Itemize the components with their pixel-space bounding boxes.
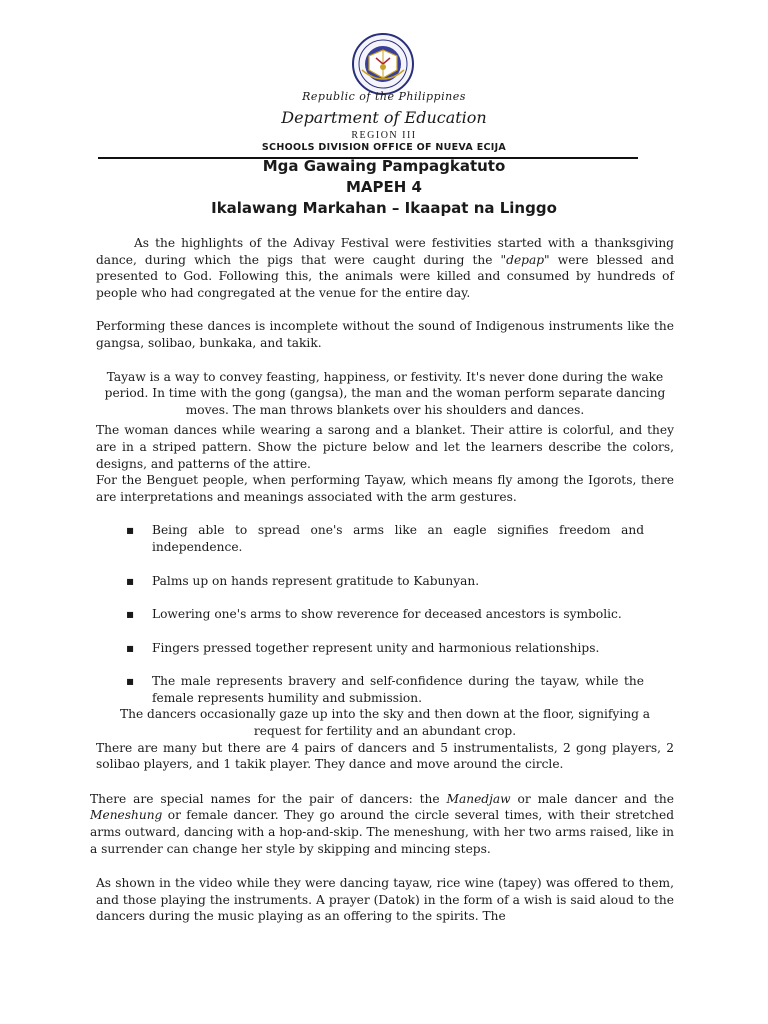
list-item: [96, 573, 644, 590]
department-line: Department of Education: [281, 108, 487, 127]
list-item: [96, 522, 644, 555]
paragraph-pairs: There are many but there are 4 pairs of dancers and 5 instrumentalists, 2 gong players, 2 solibao players, and 1 takik player. They dance and move around the circle.: [96, 740, 674, 772]
republic-line: Republic of the Philippines: [302, 90, 466, 103]
paragraph-adivay: [96, 235, 674, 301]
paragraph-benguet: For the Benguet people, when performing Tayaw, which means fly among the Igorots, there are interpretations and meanings associated with the arm gestures.: [96, 473, 674, 504]
p8-italic-manedjaw: Manedjaw: [446, 791, 511, 806]
list-item-text: Palms up on hands represent gratitude to Kabunyan.: [152, 573, 480, 588]
paragraph-names: [90, 791, 674, 857]
p8-text-a: There are special names for the pair of dancers: the: [90, 791, 447, 806]
p8-text-c: or female dancer. They go around the circle several times, with their stretched arms outward, dancing with a hop-and-skip. The meneshung, with her two arms raised, like in a surrender can change her style by skipping and mincing steps.: [90, 808, 674, 856]
list-item: [96, 606, 644, 623]
document-body: [90, 235, 675, 925]
p1-text-b: " were blessed and presented to God. Following this, the animals were killed and consumed by hundreds of people who had congregated at the venue for the entire day.: [96, 252, 675, 300]
gesture-list: [96, 522, 644, 706]
title-line-3: Ikalawang Markahan – Ikaapat na Linggo: [211, 199, 557, 217]
bullet-icon: ▪: [126, 674, 135, 689]
p8-text-b: or male dancer and the: [510, 791, 674, 806]
bullet-icon: ▪: [126, 573, 135, 588]
region-line: REGION III: [351, 130, 417, 141]
list-item-text: Being able to spread one's arms like an eagle signifies freedom and independence.: [152, 523, 644, 554]
paragraph-attire: The woman dances while wearing a sarong and a blanket. Their attire is colorful, and they are in a striped pattern. Show the picture below and let the learners describe the colors, designs, and patterns of the attire.: [96, 423, 674, 471]
p1-text-a: As the highlights of the Adivay Festival were festivities started with a thanksgiving dance, during which the pigs that were caught during the ": [96, 236, 674, 267]
bullet-icon: ▪: [126, 640, 135, 655]
paragraph-gaze: The dancers occasionally gaze up into the sky and then down at the floor, signifying a request for fertility and an abundant crop.: [119, 707, 651, 739]
paragraph-tayaw: Tayaw is a way to convey feasting, happiness, or festivity. It's never done during the wake period. In time with the gong (gangsa), the man and the woman perform separate dancing moves. The man throws blankets over his shoulders and dances.: [104, 369, 666, 417]
letterhead: [0, 90, 768, 154]
list-item: [96, 673, 644, 706]
deped-seal-icon: [338, 32, 428, 96]
bullet-icon: ▪: [126, 607, 135, 622]
list-item-text: The male represents bravery and self-confidence during the tayaw, while the female represents humility and submission.: [152, 674, 644, 705]
title-line-2: MAPEH 4: [346, 178, 422, 196]
p8-italic-meneshung: Meneshung: [90, 808, 163, 823]
bullet-icon: ▪: [126, 523, 135, 538]
title-block: [0, 156, 768, 219]
paragraph-instruments: Performing these dances is incomplete without the sound of Indigenous instruments like the gangsa, solibao, bunkaka, and takik.: [96, 319, 674, 350]
list-item-text: Lowering one's arms to show reverence for deceased ancestors is symbolic.: [152, 607, 622, 622]
list-item: [96, 640, 644, 657]
paragraph-offering: As shown in the video while they were dancing tayaw, rice wine (tapey) was offered to them, and those playing the instruments. A prayer (Datok) in the form of a wish is said aloud to the dancers during the music playing as an offering to the spirits. The: [96, 876, 674, 924]
p1-italic-term: depap: [506, 252, 545, 267]
division-line: SCHOOLS DIVISION OFFICE OF NUEVA ECIJA: [261, 142, 507, 153]
title-line-1: Mga Gawaing Pampagkatuto: [262, 157, 506, 175]
list-item-text: Fingers pressed together represent unity and harmonious relationships.: [152, 640, 600, 655]
